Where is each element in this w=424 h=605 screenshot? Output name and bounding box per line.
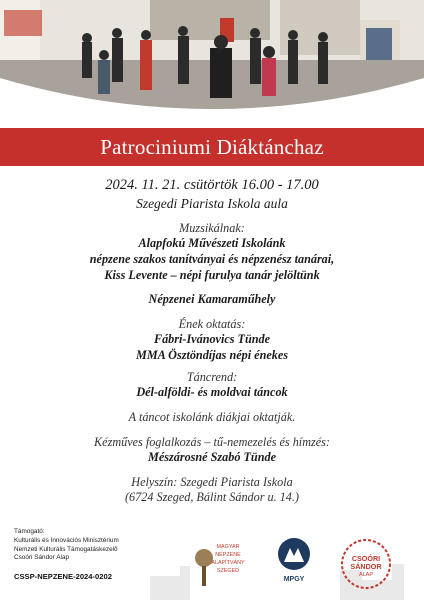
mpgy-logo xyxy=(276,536,312,584)
teaching-note: A táncot iskolánk diákjai oktatják. xyxy=(128,409,296,424)
singing-teacher: Fábri-Ivánovics Tünde xyxy=(153,332,271,347)
musicians-line-2: népzene szakos tanítványai és népzenész tanárai, xyxy=(89,252,335,267)
location-line-2: (6724 Szeged, Bálint Sándor u. 14.) xyxy=(125,490,299,505)
event-venue: Szegedi Piarista Iskola aula xyxy=(136,195,288,211)
musicians-line-3: Kiss Levente – népi furulya tanár jelöltünk xyxy=(104,267,320,282)
sponsor-block xyxy=(14,528,119,563)
sponsor-heading: Támogató: xyxy=(14,528,45,535)
musicians-label: Muzsikálnak: xyxy=(179,220,245,235)
sponsor-line-1: Kulturális és Innovációs Minisztérium xyxy=(14,536,119,544)
csoori-sandor-alap-logo xyxy=(338,536,394,592)
svg-text:SZEGED: SZEGED xyxy=(216,568,240,574)
svg-text:MAGYAR: MAGYAR xyxy=(216,544,240,550)
crafts-label: Kézműves foglalkozás – tű-nemezelés és hímzés: xyxy=(94,434,330,449)
svg-text:ALAPÍTVÁNY: ALAPÍTVÁNY xyxy=(211,560,245,566)
sponsor-line-2: Nemzeti Kulturális Támogatáskezelő xyxy=(14,545,118,553)
folk-music-foundation-logo xyxy=(188,536,248,594)
svg-text:MPGY: MPGY xyxy=(283,576,305,583)
sponsor-line-3: Csoóri Sándor Alap xyxy=(14,554,70,562)
crafts-teacher: Mészárosné Szabó Tünde xyxy=(148,450,276,465)
event-title: Patrociniumi Diáktánchaz xyxy=(100,134,324,159)
event-date-time: 2024. 11. 21. csütörtök 16.00 - 17.00 xyxy=(105,177,319,193)
dance-photo-illustration xyxy=(0,0,424,122)
musicians-line-1: Alapfokú Művészeti Iskolánk xyxy=(138,236,286,251)
svg-text:SÁNDOR: SÁNDOR xyxy=(350,562,382,571)
ensemble-name: Népzenei Kamaraműhely xyxy=(148,292,276,307)
grant-id: CSSP-NEPZENE-2024-0202 xyxy=(14,572,112,581)
event-photo xyxy=(0,0,424,122)
location-line-1: Helyszín: Szegedi Piarista Iskola xyxy=(131,474,293,489)
event-details xyxy=(0,170,424,506)
singing-label: Ének oktatás: xyxy=(178,316,246,331)
singing-teacher-title: MMA Ösztöndíjas népi énekes xyxy=(135,348,289,363)
dance-order-label: Táncrend: xyxy=(186,369,238,384)
svg-text:ALAP: ALAP xyxy=(358,572,374,578)
svg-text:NÉPZENE: NÉPZENE xyxy=(215,552,241,558)
title-banner xyxy=(0,128,424,166)
svg-text:CSOÓRI: CSOÓRI xyxy=(351,554,381,563)
dance-order-value: Dél-alföldi- és moldvai táncok xyxy=(136,385,288,400)
